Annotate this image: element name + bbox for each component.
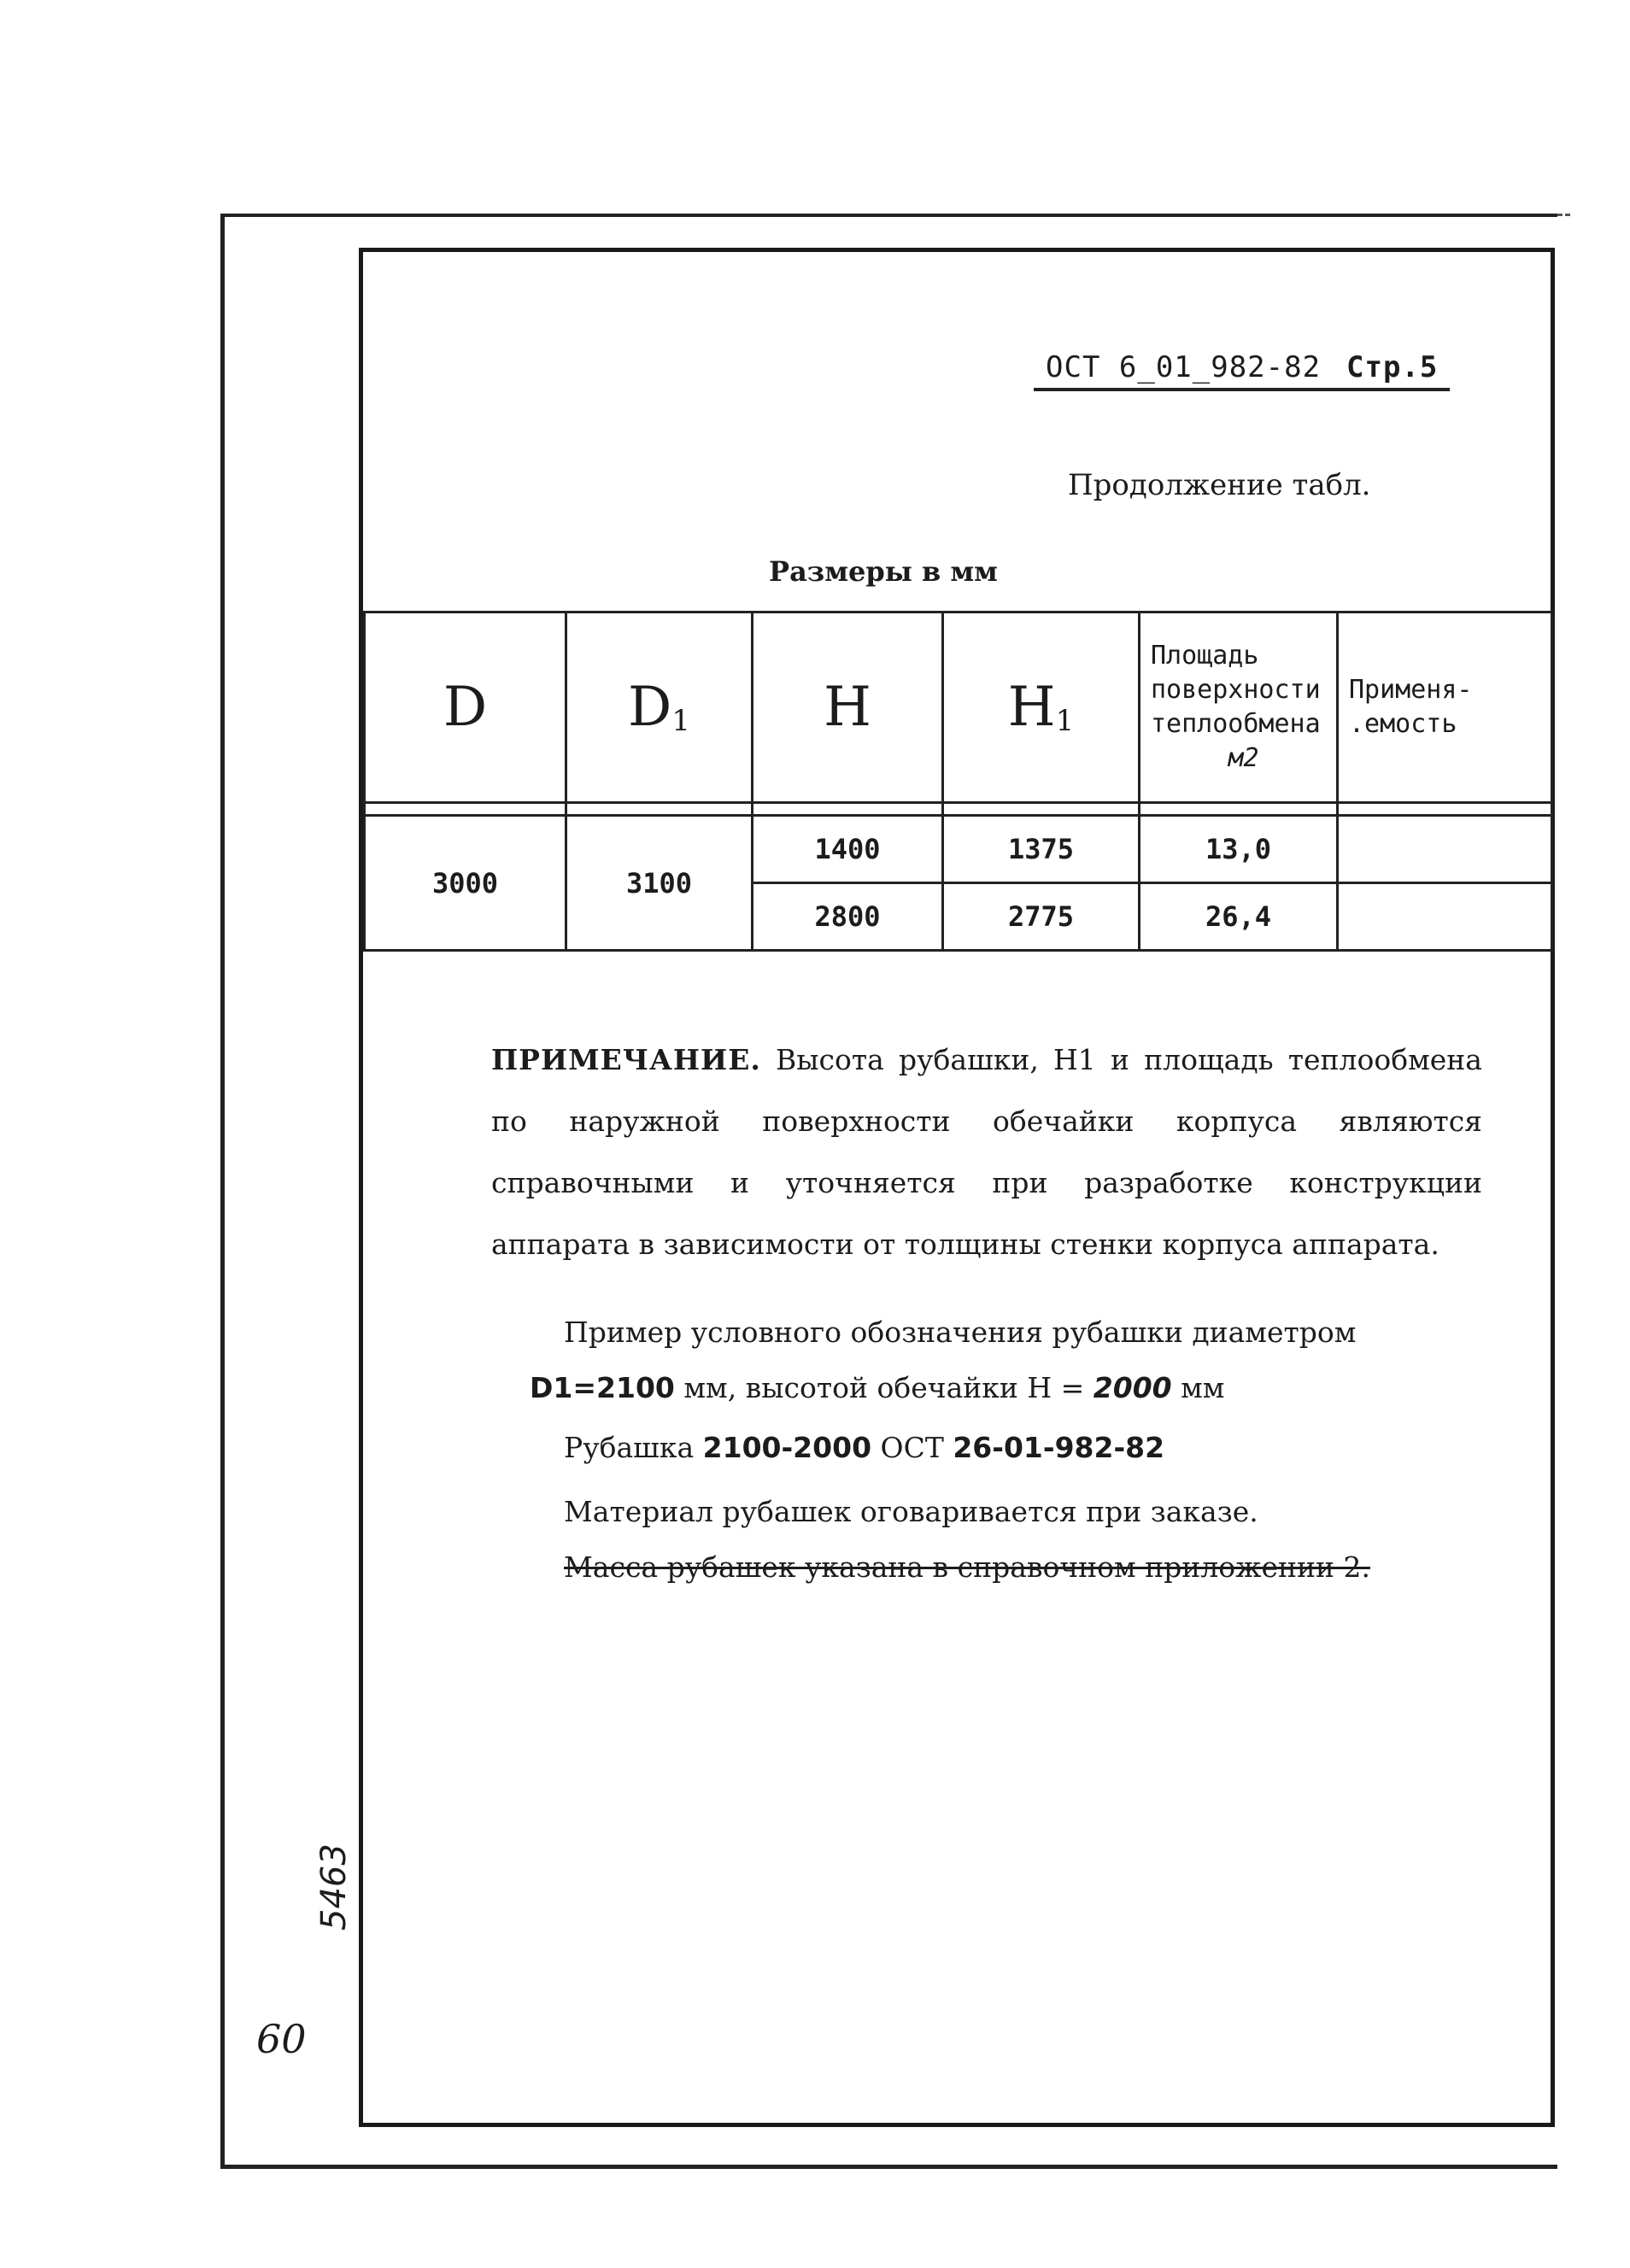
col-header-D: D <box>365 612 566 803</box>
cell-D: 3000 <box>365 816 566 951</box>
col-header-H: H <box>753 612 943 803</box>
table-continuation-label: Продолжение табл. <box>1068 468 1371 502</box>
cell-applicability <box>1338 883 1552 951</box>
cell-area: 26,4 <box>1140 883 1338 951</box>
table-row <box>365 816 1552 883</box>
cell-H1: 2775 <box>943 883 1140 951</box>
page-label: Стр.5 <box>1346 350 1439 384</box>
cell-H: 1400 <box>753 816 943 883</box>
cell-D1: 3100 <box>566 816 753 951</box>
units-label: Размеры в мм <box>769 555 998 588</box>
cell-area: 13,0 <box>1140 816 1338 883</box>
margin-handwritten-number: 60 <box>256 2016 307 2062</box>
dimensions-table <box>363 611 1553 952</box>
note-text: Высота рубашки, H1 и площадь теплообмена по наружной поверхности обечайки корпуса являются справочными и уточняется при разработке конструкции аппарата в зависимости от толщины стенки корпуса аппарата. <box>491 1043 1482 1261</box>
note-paragraph <box>491 1029 1482 1275</box>
example-line-2: D1=2100 мм, высотой обечайки H = 2000 мм <box>530 1371 1225 1404</box>
cell-applicability <box>1338 816 1552 883</box>
margin-vertical-number: 5463 <box>314 1843 354 1931</box>
doc-code-text: ОСТ 6_01_982-82 <box>1046 350 1322 384</box>
table-header-row <box>365 612 1552 803</box>
table-separator-row <box>365 803 1552 816</box>
col-header-applicability: Применя- .емость <box>1338 612 1552 803</box>
note-lead: ПРИМЕЧАНИЕ. <box>491 1043 761 1076</box>
example-line-1: Пример условного обозначения рубашки диаметром <box>564 1316 1357 1349</box>
col-header-H1: $H_1$ <box>943 612 1140 803</box>
col-header-heat-exchange-area: Площадь поверхности теплообмена м2 <box>1140 612 1338 803</box>
struck-mass-note: Масса рубашек указана в справочном приложении 2. <box>564 1550 1370 1584</box>
cell-H: 2800 <box>753 883 943 951</box>
document-code <box>1034 350 1450 391</box>
example-designation: Рубашка 2100-2000 ОСТ 26-01-982-82 <box>564 1431 1165 1464</box>
cell-H1: 1375 <box>943 816 1140 883</box>
col-header-D1: $D_1$ <box>566 612 753 803</box>
material-note: Материал рубашек оговаривается при заказе. <box>564 1495 1258 1528</box>
